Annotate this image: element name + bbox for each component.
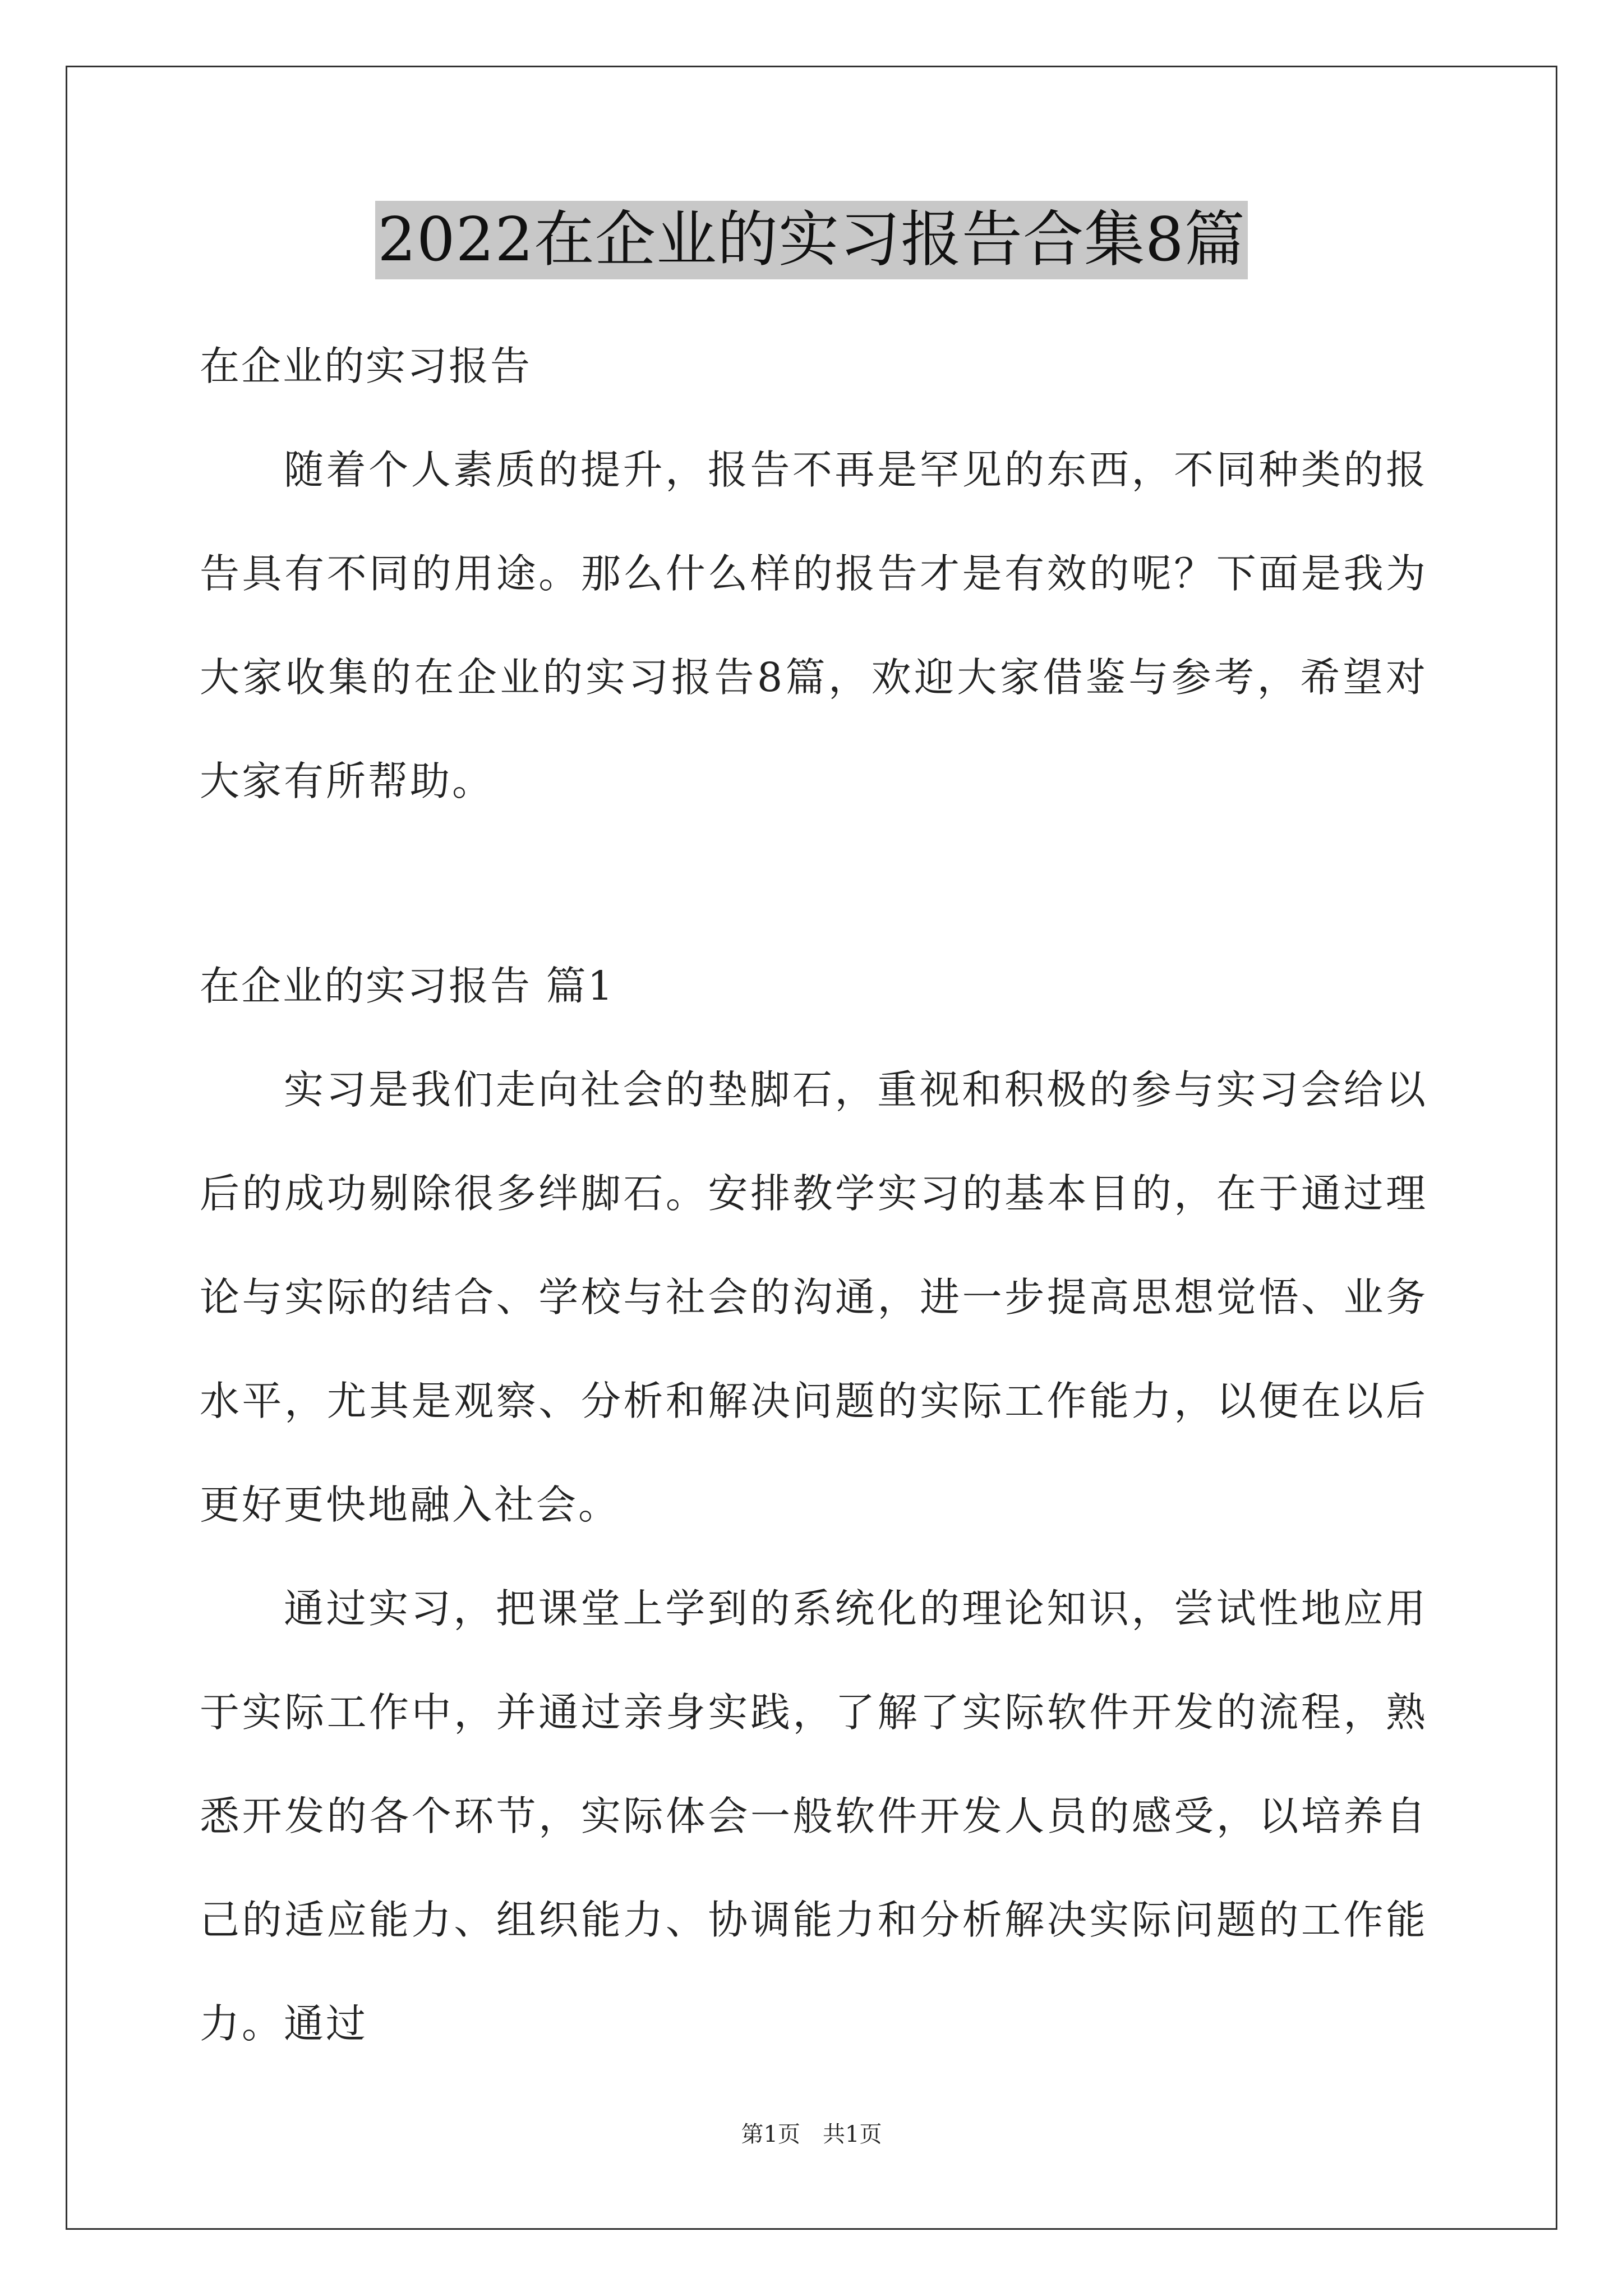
intro-heading: 在企业的实习报告	[200, 343, 532, 389]
document-title: 2022在企业的实习报告合集8篇	[375, 201, 1248, 279]
page-number: 第1页 共1页	[741, 2122, 882, 2147]
section-1-heading: 在企业的实习报告 篇1	[200, 963, 615, 1009]
document-body	[200, 314, 1428, 2076]
section-1-paragraph-2: 通过实习，把课堂上学到的系统化的理论知识，尝试性地应用于实际工作中，并通过亲身实践，了解了实际软件开发的流程，熟悉开发的各个环节，实际体会一般软件开发人员的感受，以培养自己的适应能力、组织能力、协调能力和分析解决实际问题的工作能力。通过	[200, 1585, 1428, 2047]
page-footer	[0, 2118, 1623, 2151]
section-1-paragraph-1: 实习是我们走向社会的垫脚石，重视和积极的参与实习会给以后的成功剔除很多绊脚石。安排教学实习的基本目的，在于通过理论与实际的结合、学校与社会的沟通，进一步提高思想觉悟、业务水平，尤其是观察、分析和解决问题的实际工作能力，以便在以后更好更快地融入社会。	[200, 1066, 1428, 1528]
intro-paragraph: 随着个人素质的提升，报告不再是罕见的东西，不同种类的报告具有不同的用途。那么什么样的报告才是有效的呢？下面是我为大家收集的在企业的实习报告8篇，欢迎大家借鉴与参考，希望对大家有所帮助。	[200, 447, 1428, 804]
section-spacer	[200, 833, 1428, 934]
title-container	[0, 201, 1623, 279]
